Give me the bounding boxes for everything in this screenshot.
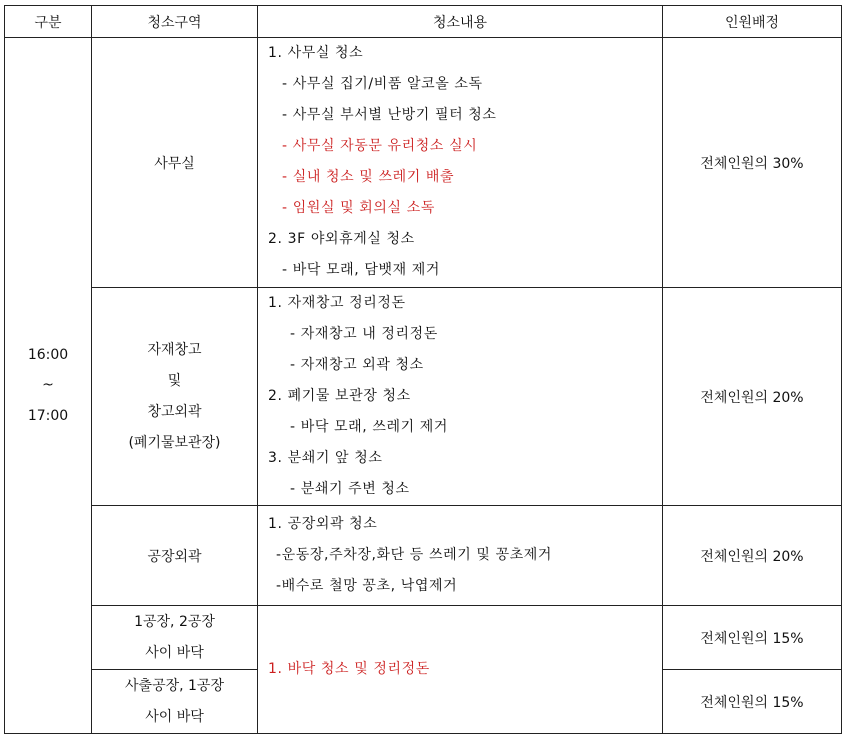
table-row	[5, 506, 842, 606]
list-item: - 자재창고 외곽 청소	[290, 357, 424, 373]
list-item: - 바닥 모래, 쓰레기 제거	[290, 419, 449, 435]
staff-warehouse: 전체인원의 20%	[663, 288, 842, 506]
list-item: -운동장,주차장,화단 등 쓰레기 및 꽁초제거	[276, 547, 553, 563]
staff-office: 전체인원의 30%	[663, 38, 842, 288]
table-row	[5, 288, 842, 506]
table-row	[5, 606, 842, 670]
area-line: (폐기물보관장)	[128, 434, 221, 451]
list-item: 1. 자재창고 정리정돈	[268, 295, 406, 311]
time-cell	[5, 38, 92, 734]
list-item-highlight: - 실내 청소 및 쓰레기 배출	[282, 169, 455, 185]
area-line: 사이 바닥	[145, 708, 204, 725]
header-staff: 인원배정	[663, 6, 842, 38]
area-floor-1	[92, 606, 258, 670]
area-floor-2	[92, 670, 258, 734]
header-division: 구분	[5, 6, 92, 38]
list-item-highlight: - 임원실 및 회의실 소독	[282, 200, 435, 216]
header-content: 청소내용	[258, 6, 663, 38]
list-item-highlight: 1. 바닥 청소 및 정리정돈	[268, 661, 430, 677]
list-item: - 바닥 모래, 담뱃재 제거	[282, 262, 441, 278]
content-office	[258, 38, 663, 288]
list-item: 1. 사무실 청소	[268, 45, 364, 61]
area-line: 창고외곽	[147, 403, 202, 420]
list-item: - 사무실 집기/비품 알코올 소독	[282, 76, 483, 92]
list-item: 2. 폐기물 보관장 청소	[268, 388, 411, 404]
time-start: 16:00	[27, 346, 69, 363]
list-item: - 분쇄기 주변 청소	[290, 481, 410, 497]
staff-factory-outside: 전체인원의 20%	[663, 506, 842, 606]
area-line: 및	[167, 372, 182, 389]
staff-floor-1: 전체인원의 15%	[663, 606, 842, 670]
list-item: 1. 공장외곽 청소	[268, 516, 378, 532]
list-item: 3. 분쇄기 앞 청소	[268, 450, 383, 466]
area-factory-outside: 공장외곽	[92, 506, 258, 606]
area-line: 자재창고	[147, 341, 202, 358]
cleaning-schedule-table	[4, 5, 842, 734]
area-office: 사무실	[92, 38, 258, 288]
area-line: 사출공장, 1공장	[125, 677, 224, 694]
time-separator: ~	[42, 377, 54, 394]
content-factory-outside	[258, 506, 663, 606]
area-warehouse	[92, 288, 258, 506]
list-item: - 자재창고 내 정리정돈	[290, 326, 438, 342]
staff-floor-2: 전체인원의 15%	[663, 670, 842, 734]
time-end: 17:00	[27, 407, 69, 424]
header-area: 청소구역	[92, 6, 258, 38]
list-item-highlight: - 사무실 자동문 유리청소 실시	[282, 138, 478, 154]
list-item: - 사무실 부서별 난방기 필터 청소	[282, 107, 497, 123]
list-item: 2. 3F 야외휴게실 청소	[268, 231, 415, 247]
list-item: -배수로 철망 꽁초, 낙엽제거	[276, 578, 458, 594]
content-warehouse	[258, 288, 663, 506]
area-line: 사이 바닥	[145, 644, 204, 661]
table-row	[5, 38, 842, 288]
area-line: 1공장, 2공장	[134, 613, 215, 630]
content-floor	[258, 606, 663, 734]
table-header-row	[5, 6, 842, 38]
